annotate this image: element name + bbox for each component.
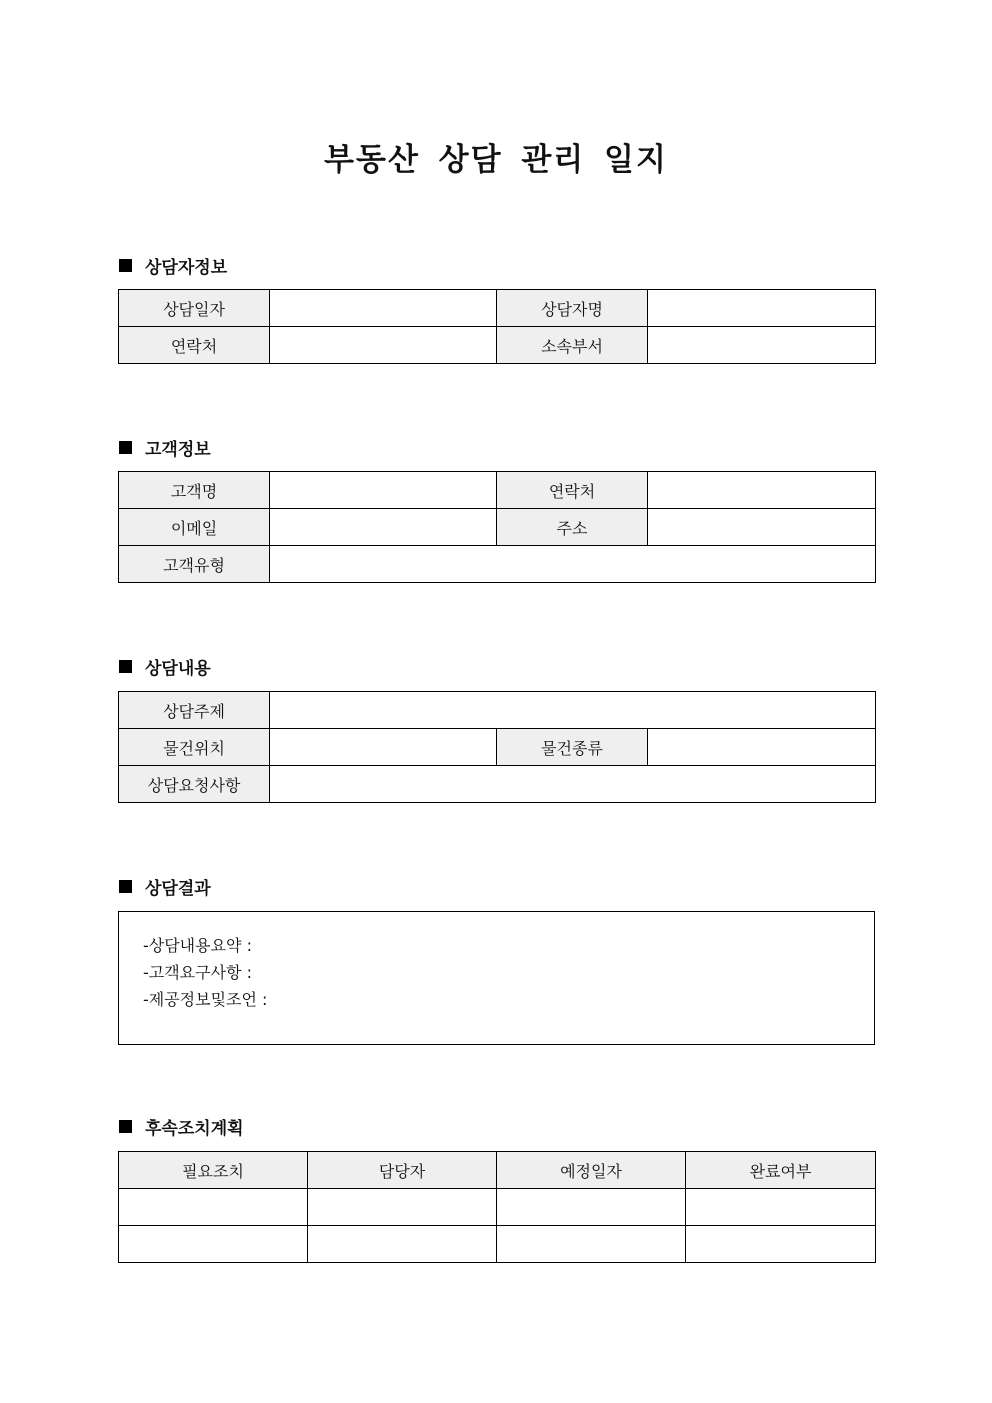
- action-field[interactable]: [119, 1189, 308, 1226]
- consult-result-box[interactable]: [118, 911, 875, 1045]
- section-heading-result: [119, 875, 211, 897]
- square-bullet-icon: [119, 259, 132, 272]
- customer-name-field[interactable]: [270, 472, 497, 509]
- table-row: [119, 1189, 876, 1226]
- square-bullet-icon: [119, 880, 132, 893]
- followup-plan-table: [118, 1151, 876, 1263]
- consult-request-field[interactable]: [270, 766, 876, 803]
- square-bullet-icon: [119, 441, 132, 454]
- due-date-field[interactable]: [497, 1189, 686, 1226]
- counselor-info-table: [118, 289, 876, 364]
- customer-info-table: [118, 471, 876, 583]
- section-heading-label: 후속조치계획: [145, 1118, 244, 1139]
- section-heading-label: 상담자정보: [145, 257, 228, 278]
- table-row: [119, 729, 876, 766]
- table-row: [119, 1226, 876, 1263]
- customer-address-field[interactable]: [648, 509, 876, 546]
- assignee-field[interactable]: [308, 1226, 497, 1263]
- section-heading-customer: [119, 436, 211, 458]
- counselor-dept-field[interactable]: [648, 327, 876, 364]
- consult-topic-field[interactable]: [270, 692, 876, 729]
- column-header-completed: 완료여부: [686, 1152, 876, 1189]
- consult-date-label: 상담일자: [119, 290, 270, 327]
- counselor-phone-label: 연락처: [119, 327, 270, 364]
- section-heading-content: [119, 655, 211, 677]
- action-field[interactable]: [119, 1226, 308, 1263]
- table-row: [119, 290, 876, 327]
- customer-address-label: 주소: [497, 509, 648, 546]
- square-bullet-icon: [119, 660, 132, 673]
- property-kind-field[interactable]: [648, 729, 876, 766]
- section-heading-label: 상담내용: [145, 658, 211, 679]
- section-heading-counselor: [119, 254, 227, 276]
- result-advice-line: -제공정보및조언 :: [143, 990, 268, 1009]
- consult-date-field[interactable]: [270, 290, 497, 327]
- section-heading-label: 상담결과: [145, 878, 211, 899]
- page-title: 부동산 상담 관리 일지: [324, 142, 668, 178]
- customer-email-field[interactable]: [270, 509, 497, 546]
- counselor-dept-label: 소속부서: [497, 327, 648, 364]
- property-kind-label: 물건종류: [497, 729, 648, 766]
- table-row: [119, 472, 876, 509]
- table-header-row: [119, 1152, 876, 1189]
- table-row: [119, 546, 876, 583]
- property-location-field[interactable]: [270, 729, 497, 766]
- result-requirements-line: -고객요구사항 :: [143, 963, 252, 982]
- table-row: [119, 766, 876, 803]
- completed-field[interactable]: [686, 1226, 876, 1263]
- section-heading-label: 고객정보: [145, 439, 211, 460]
- result-summary-line: -상담내용요약 :: [143, 936, 252, 955]
- assignee-field[interactable]: [308, 1189, 497, 1226]
- counselor-name-label: 상담자명: [497, 290, 648, 327]
- counselor-name-field[interactable]: [648, 290, 876, 327]
- column-header-assignee: 담당자: [308, 1152, 497, 1189]
- table-row: [119, 327, 876, 364]
- property-location-label: 물건위치: [119, 729, 270, 766]
- customer-type-label: 고객유형: [119, 546, 270, 583]
- due-date-field[interactable]: [497, 1226, 686, 1263]
- customer-email-label: 이메일: [119, 509, 270, 546]
- consult-content-table: [118, 691, 876, 803]
- completed-field[interactable]: [686, 1189, 876, 1226]
- consult-request-label: 상담요청사항: [119, 766, 270, 803]
- customer-phone-field[interactable]: [648, 472, 876, 509]
- column-header-action: 필요조치: [119, 1152, 308, 1189]
- customer-type-field[interactable]: [270, 546, 876, 583]
- customer-name-label: 고객명: [119, 472, 270, 509]
- table-row: [119, 509, 876, 546]
- customer-phone-label: 연락처: [497, 472, 648, 509]
- table-row: [119, 692, 876, 729]
- consult-topic-label: 상담주제: [119, 692, 270, 729]
- square-bullet-icon: [119, 1120, 132, 1133]
- result-lines: [143, 932, 267, 1013]
- counselor-phone-field[interactable]: [270, 327, 497, 364]
- column-header-due-date: 예정일자: [497, 1152, 686, 1189]
- section-heading-followup: [119, 1115, 244, 1137]
